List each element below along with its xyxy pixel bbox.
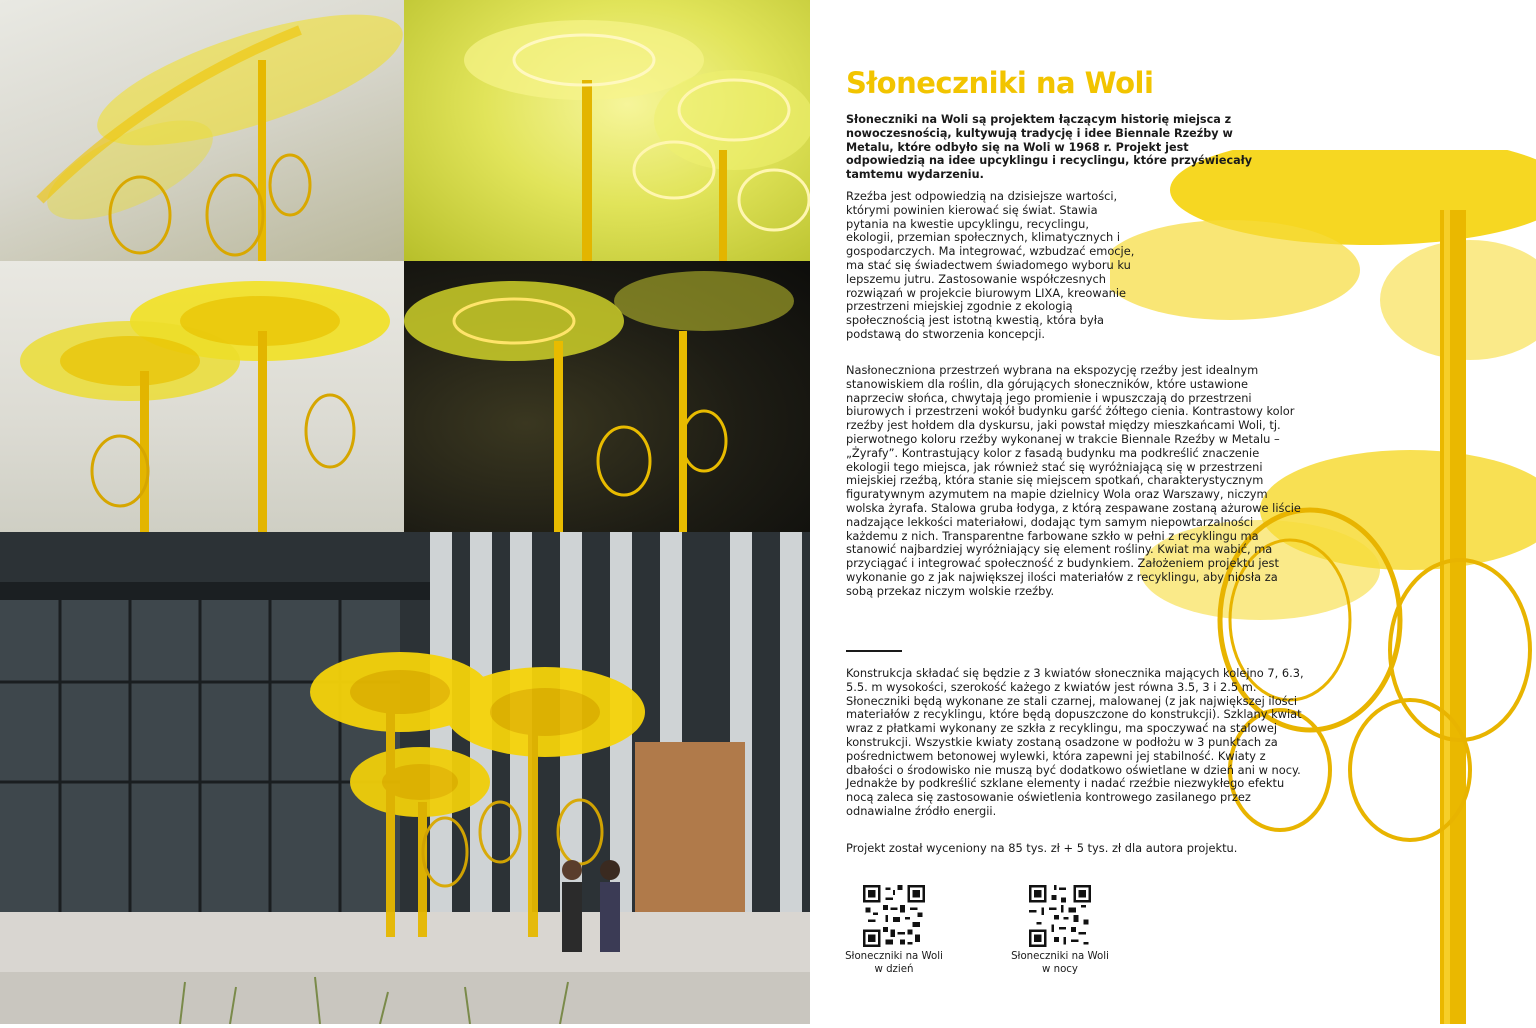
body-paragraph-1: Rzeźba jest odpowiedzią na dzisiejsze wartości, którymi powinien kierować się świat. Stawia pytania na kwestie upcyklingu, recyclingu, ekologii, przemian społecznych, klimatycznych i gospodarczych. Ma integrować, wzbudzać emocje, ma stać się świadectwem świadomego wyboru ku lepszemu jutru. Zastosowanie współczesnych rozwiązań w projekcie biurowym LIXA, kreowanie przestrzeni miejskiej zgodnie z ekologią społecznością jest istotną kwestią, która była podstawą do stworzenia koncepcji. [846, 189, 1135, 341]
sunflower-illustration [404, 261, 810, 532]
qr-caption-line-1: Słoneczniki na Woli [845, 951, 943, 962]
qr-caption-line-2: w nocy [1042, 963, 1078, 975]
photo-sunflower-night [404, 261, 810, 532]
page-title: Słoneczniki na Woli [846, 66, 1154, 100]
qr-night-block[interactable] [1000, 885, 1120, 976]
qr-caption-line-2: w dzień [874, 963, 914, 975]
section-divider [846, 650, 902, 652]
photo-sunflower-closeup-3 [0, 261, 404, 532]
qr-caption [1000, 951, 1120, 976]
lead-paragraph: Słoneczniki na Woli są projektem łączącym historię miejsca z nowoczesnością, kultywują tradycję i idee Biennale Rzeźby w Metalu, które odbyło się na Woli w 1968 r. Projekt jest odpowiedzią na idee upcyklingu i recyclingu, które przyświecały tamtemu wydarzeniu. [846, 113, 1253, 182]
cost-paragraph: Projekt został wyceniony na 85 tys. zł + 5 tys. zł dla autora projektu. [846, 841, 1238, 855]
qr-day-block[interactable] [834, 885, 954, 976]
body-paragraph-3: Konstrukcja składać się będzie z 3 kwiatów słonecznika mających kolejno 7, 6.3, 5.5. m wysokości, szerokość każego z kwiatów jest równa 3.5, 3 i 2.5 m. Słoneczniki będą wykonane ze stali czarnej, malowanej (z jak największej ilości materiałów z recyklingu, które będą dopuszczone do konstrukcji). Szklany kwiat wraz z płatkami wykonany ze szkła z recyklingu, ma spoczywać na stalowej konstrukcji. Wszystkie kwiaty zostaną osadzone w podłożu w 3 punktach za pośrednictwem betonowej wylewki, która zapewni jej stabilność. Kwiaty z dbałości o środowisko nie muszą być dodatkowo oświetlane w dzień ani w nocy. Jednakże by podkreślić szklane elementy i nadać rzeźbie niezwykłego efektu nocą zaleca się zastosowanie oświetlenia kontrowego zasilanego przez odnawialne źródło energii. [846, 666, 1304, 818]
photo-sunflowers-building [0, 532, 810, 1024]
photo-sunflower-closeup-1 [0, 0, 404, 261]
body-paragraph-2: Nasłoneczniona przestrzeń wybrana na ekspozycję rzeźby jest idealnym stanowiskiem dla roślin, dla górujących słoneczników, które ustawione naprzeciw słońca, chwytają jego promienie i wpuszczają do przestrzeni biurowych i przestrzeni wokół budynku garść żółtego cienia. Kontrastowy kolor rzeźby jest hołdem dla dyskursu, jaki powstał między mieszkańcami Woli, tj. pierwotnego koloru rzeźby wykonanej w trakcie Biennale Rzeźby w Metalu – „Żyrafy”. Kontrastujący kolor z fasadą budynku ma podkreślić znaczenie ekologii tego miejsca, jak również stać się wyróżniającą się w przestrzeni miejskiej rzeźbą, która stanie się miejscem spotkań, charakterystycznym figuratywnym azymutem na mapie dzielnicy Wola oraz Warszawy, niczym wolska żyrafa. Stalowa gruba łodyga, z którą zespawane zostaną ażurowe liście nadzające lekkości materiałowi, dodając tym samym niepowtarzalności każdemu z nich. Transparentne farbowane szkło w pełni z recyklingu ma stanowić najbardziej wyróżniający się element rośliny. Kwiat ma wabić, ma przyciągać i integrować społeczność z budynkiem. Założeniem projektu jest wykonanie go z jak największej ilości materiałów z recyklingu, aby niosła za sobą przekaz niczym wolskie rzeźby. [846, 363, 1301, 598]
building-illustration [0, 532, 810, 1024]
qr-caption [834, 951, 954, 976]
qr-code-icon[interactable] [1029, 885, 1091, 947]
qr-caption-line-1: Słoneczniki na Woli [1011, 951, 1109, 962]
qr-code-icon[interactable] [863, 885, 925, 947]
photo-sunflower-closeup-2 [404, 0, 810, 261]
sunflower-illustration [404, 0, 810, 261]
sunflower-illustration [0, 0, 404, 261]
sunflower-illustration [0, 261, 404, 532]
